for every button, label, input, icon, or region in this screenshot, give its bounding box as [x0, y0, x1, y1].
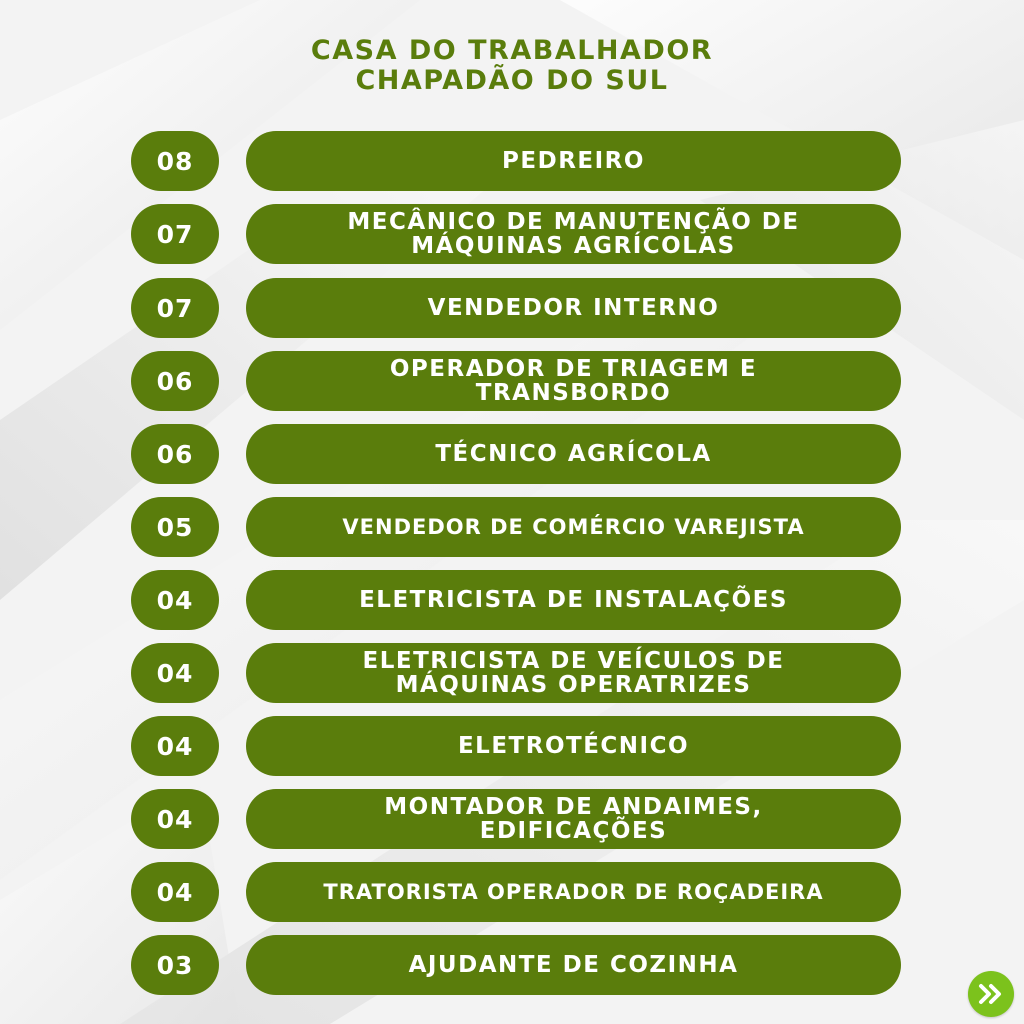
job-title: VENDEDOR INTERNO: [427, 295, 720, 321]
job-title: MECÂNICO DE MANUTENÇÃO DE MÁQUINAS AGRÍCOLAS: [347, 209, 800, 259]
job-row: [0, 497, 1024, 557]
job-title-pill: [246, 497, 901, 557]
job-count: 07: [131, 278, 219, 338]
job-count: 07: [131, 204, 219, 264]
job-row: [0, 862, 1024, 922]
job-count: 04: [131, 862, 219, 922]
job-title-pill: [246, 424, 901, 484]
job-row: [0, 935, 1024, 995]
job-title: ELETRICISTA DE VEÍCULOS DE MÁQUINAS OPERATRIZES: [362, 648, 785, 698]
job-row: [0, 424, 1024, 484]
job-title-pill: [246, 204, 901, 264]
double-chevron-right-icon: [978, 983, 1004, 1005]
job-title: VENDEDOR DE COMÉRCIO VAREJISTA: [342, 515, 805, 539]
job-row: [0, 204, 1024, 264]
job-row: [0, 131, 1024, 191]
job-title: ELETROTÉCNICO: [457, 733, 690, 759]
job-title-pill: [246, 935, 901, 995]
job-title: ELETRICISTA DE INSTALAÇÕES: [359, 587, 788, 613]
job-count: 08: [131, 131, 219, 191]
job-title-pill: [246, 716, 901, 776]
job-title-pill: [246, 278, 901, 338]
job-row: [0, 789, 1024, 849]
job-count: 04: [131, 716, 219, 776]
job-title: TÉCNICO AGRÍCOLA: [435, 441, 712, 467]
job-title: TRATORISTA OPERADOR DE ROÇADEIRA: [323, 880, 824, 904]
job-count: 06: [131, 424, 219, 484]
job-title: PEDREIRO: [502, 148, 645, 174]
page-title: [0, 36, 1024, 96]
job-title-pill: [246, 643, 901, 703]
job-title: OPERADOR DE TRIAGEM E TRANSBORDO: [389, 356, 758, 406]
next-button[interactable]: [968, 971, 1014, 1017]
job-row: [0, 643, 1024, 703]
job-row: [0, 716, 1024, 776]
job-row: [0, 570, 1024, 630]
title-line-2: CHAPADÃO DO SUL: [355, 65, 669, 96]
job-count: 03: [131, 935, 219, 995]
title-line-1: CASA DO TRABALHADOR: [310, 35, 714, 66]
job-count: 06: [131, 351, 219, 411]
job-title-pill: [246, 789, 901, 849]
job-row: [0, 351, 1024, 411]
job-count: 04: [131, 643, 219, 703]
job-count: 05: [131, 497, 219, 557]
job-count: 04: [131, 570, 219, 630]
job-title-pill: [246, 131, 901, 191]
job-row: [0, 278, 1024, 338]
job-title-pill: [246, 862, 901, 922]
job-title: MONTADOR DE ANDAIMES, EDIFICAÇÕES: [384, 794, 763, 844]
job-count: 04: [131, 789, 219, 849]
job-title-pill: [246, 351, 901, 411]
job-title-pill: [246, 570, 901, 630]
job-title: AJUDANTE DE COZINHA: [408, 952, 739, 978]
